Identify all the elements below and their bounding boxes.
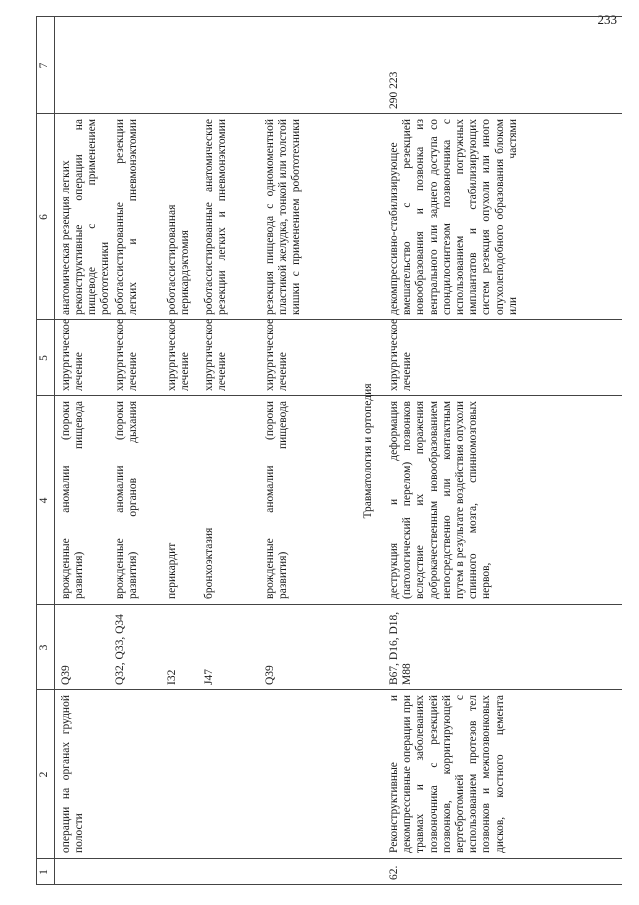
method-cell: роботассистированные резекции легких и пневмонэктомии (114, 119, 140, 315)
header-bottom-border (54, 17, 55, 885)
col-divider-2 (36, 689, 622, 690)
column-number: 3 (38, 644, 50, 651)
patient-model-cell: врожденные аномалии (пороки развития) пищевода (60, 401, 86, 599)
method-cell: декомпрессивно-стабилизирующее вмешательство с резекцией новообразования и позвонка из вентрального или заднего доступа со спондилосинтезом позвоночника с использованием погружных имплантатов и стабилизирующих систем резекция опухоли или иного опухолеподобного образования блоком или частями (388, 119, 519, 315)
patient-model-cell: врожденные аномалии (пороки развития) пищевода (264, 401, 290, 599)
icd-cell: Q39 (264, 665, 276, 685)
column-number: 2 (38, 771, 50, 778)
col-divider-4 (36, 395, 622, 396)
column-number: 6 (38, 214, 50, 220)
col-divider-6 (36, 113, 622, 114)
table-top-border (36, 17, 37, 885)
procedures-table (36, 17, 622, 885)
table-right-border (36, 16, 622, 17)
col-divider-3 (36, 604, 622, 605)
col-divider-1 (36, 858, 622, 859)
treatment-cell: хирургическое лечение (166, 318, 192, 391)
page-number: 233 (597, 12, 617, 27)
method-cell: роботассистированные анатомические резекции легких и пневмонэктомии (203, 119, 229, 315)
method-cell: реконструктивные операции на пищеводе с применением робототехники (73, 119, 112, 315)
treatment-cell: хирургическое лечение (114, 318, 140, 391)
icd-cell: I32 (166, 669, 178, 685)
patient-model-cell: врожденные аномалии (пороки развития) органов дыхания (114, 401, 140, 599)
patient-model-cell: бронхоэктазия (203, 527, 215, 599)
column-number: 5 (38, 355, 50, 361)
treatment-cell: хирургическое лечение (60, 318, 86, 391)
row-group-cell: операции на органах грудной полости (60, 695, 86, 853)
section-title: Травматология и ортопедия (362, 383, 374, 519)
row-group-cell: Реконструктивные и декомпрессивные операции при травмах и заболеваниях позвоночника с резекцией позвонков, корригирующей вертебротомией с использованием протезов тел позвонков и межпозвонковых дисков, костного цемента (388, 695, 506, 853)
column-number: 4 (38, 497, 50, 504)
norm-cost-cell: 290 223 (388, 71, 400, 109)
patient-model-cell: деструкция и деформация (патологический перелом) позвонков вследствие их поражения доброкачественным новообразованием непосредственно или контактным путем в результате воздействия опухоли спинного мозга, спинномозговых нервов, (388, 401, 493, 599)
icd-cell: Q32, Q33, Q34 (114, 614, 126, 685)
row-number: 62. (388, 865, 400, 880)
treatment-cell: хирургическое лечение (203, 318, 229, 391)
table-left-border (36, 884, 622, 885)
patient-model-cell: перикардит (166, 542, 178, 599)
icd-cell: B67, D16, D18, M88 (388, 611, 414, 685)
method-cell-preface: анатомическая резекция легких (60, 160, 72, 315)
treatment-cell: хирургическое лечение (388, 318, 414, 391)
column-number: 1 (38, 869, 50, 875)
method-cell: роботассистированная перикардэктомия (166, 204, 192, 315)
method-cell: резекция пищевода с одномоментной пластикой желудка, тонкой или толстой кишки с применением робототехники (264, 119, 303, 315)
column-number: 7 (38, 62, 50, 69)
treatment-cell: хирургическое лечение (264, 318, 290, 391)
icd-cell: Q39 (60, 665, 72, 685)
icd-cell: J47 (203, 669, 215, 685)
